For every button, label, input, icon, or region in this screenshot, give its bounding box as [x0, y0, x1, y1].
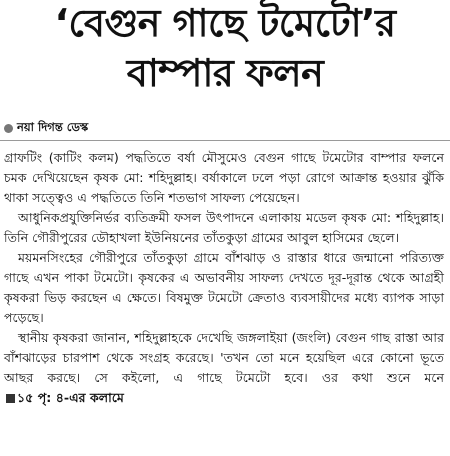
- paragraph-3: ময়মনসিংহের গৌরীপুরে তাঁতকুড়া গ্রামে বাঁশঝাড় ও রাস্তার ধারে জন্মানো পরিত্যক্ত গাছে এখন পাকা টমেটো। কৃষকের এ অভাবনীয় সাফল্য দেখতে দূর-দূরান্ত থেকে আগ্রহী কৃষকরা ভিড় করছেন এ ক্ষেতে। বিষমুক্ত টমেটো ক্রেতাও ব্যবসায়ীদের মধ্যে ব্যাপক সাড়া পড়েছে।: [4, 250, 444, 325]
- paragraph-1: গ্রাফটিং (কাটিং কলম) পদ্ধতিতে বর্ষা মৌসুমেও বেগুন গাছে টমেটোর বাম্পার ফলনে চমক দেখিয়েছেন কৃষক মো: শহিদুল্লাহ। বর্ষাকালে ঢলে পড়া রোগে আক্রান্ত হওয়ার ঝুঁকি থাকা সত্ত্বেও এ পদ্ধতিতে তিনি শতভাগ সাফল্য পেয়েছেন।: [4, 150, 444, 205]
- byline-text: নয়া দিগন্ত ডেস্ক: [17, 120, 89, 134]
- byline: [4, 119, 88, 138]
- black-square-icon: [6, 394, 15, 403]
- continuation-text: ১৫ পৃ: ৪-এর কলামে: [17, 390, 124, 405]
- article-body: [4, 148, 444, 408]
- headline-line-2: বাম্পার ফলন: [126, 51, 324, 95]
- paragraph-2: আধুনিকপ্রযুক্তিনির্ভর ব্যতিক্রমী ফসল উৎপাদনে এলাকায় মডেল কৃষক মো: শহিদুল্লাহ। তিনি গৌরীপুরের ডৌহাখলা ইউনিয়নের তাঁতকুড়া গ্রামের আবুল হাসিমের ছেলে।: [4, 210, 444, 245]
- continuation-note: [4, 390, 124, 405]
- divider: [0, 140, 450, 141]
- paragraph-4: [4, 328, 444, 408]
- grey-dot-icon: [4, 124, 13, 133]
- headline-line-1: ‘বেগুন গাছে টমেটো’র: [54, 1, 396, 45]
- paragraph-4-text: স্থানীয় কৃষকরা জানান, শহিদুল্লাহকে দেখেছি জঙ্গলাইয়া (জংলি) বেগুন গাছ রাস্তা আর বাঁশঝাড়ের চারপাশ থেকে সংগ্রহ করেছে। 'তখন তো মনে হয়েছিল এরে কোনো ভূতে আছর করছে। সে কইলো, এ গাছে টমেটো হবে। ওর কথা শুনে মনে: [4, 330, 444, 385]
